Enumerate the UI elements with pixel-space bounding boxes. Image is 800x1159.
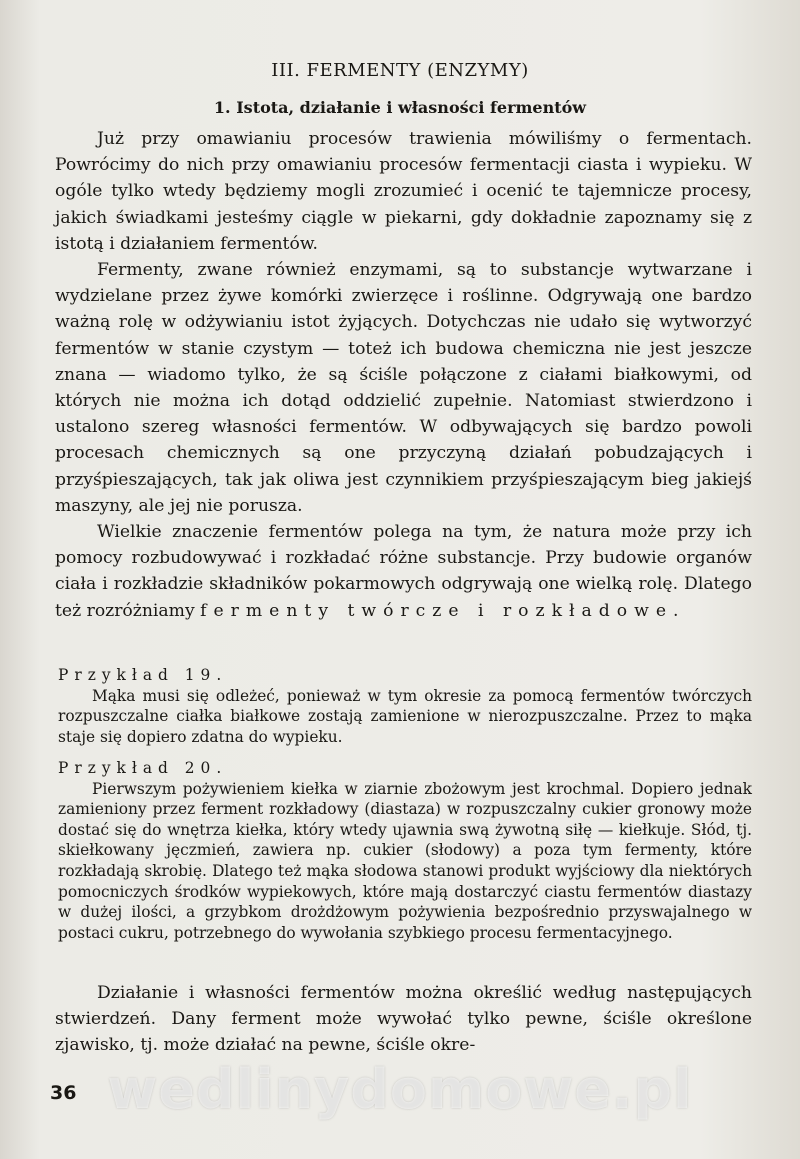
example-text: Pierwszym pożywieniem kiełka w ziarnie zbożowym jest krochmal. Dopiero jednak zamieniony przez ferment rozkładowy (diastaza) w rozpuszczalny cukier gronowy może dostać się do wnętrza kiełka, który wtedy ujawnia swą żywotną siłę — kiełkuje. Słód, tj. skiełkowany jęczmień, zawiera np. cukier (słodowy) a poza tym fermenty, które rozkładają skrobię. Dlatego też mąka słodowa stanowi produkt wyjściowy dla niektórych pomocniczych środków wypiekowych, które mają dostarczyć ciastu fermentów diastazy w dużej ilości, a grzybkom drożdżowym pożywienia bezpośrednio przyswajalnego w postaci cukru, potrzebnego do wywołania szybkiego procesu fermentacyjnego. [58,779,752,942]
closing-text-block [55,980,752,1059]
paragraph-2: Fermenty, zwane również enzymami, są to substancje wytwarzane i wydzielane przez żywe komórki zwierzęce i roślinne. Odgrywają one bardzo ważną rolę w odżywianiu istot żyjących. Dotychczas nie udało się wytworzyć fermentów w stanie czystym — toteż ich budowa chemiczna nie jest jeszcze znana — wiadomo tylko, że są ściśle połączone z ciałami białkowymi, od których nie można ich dotąd oddzielić zupełnie. Natomiast stwierdzono i ustalono szereg własności fermentów. W odbywających się bardzo powoli procesach chemicznych są one przyczyną działań pobudzających i przyśpieszających, tak jak oliwa jest czynnikiem przyśpieszającym bieg jakiejś maszyny, ale jej nie porusza. [55,260,752,516]
paragraph-3-text: Wielkie znaczenie fermentów polega na tym, że natura może przy ich pomocy rozbudowywać i rozkładać różne substancje. Przy budowie organów ciała i rozkładzie składników pokarmowych odgrywają one wielką rolę. Dlatego też rozróżniamy [55,522,752,621]
emphasized-term: fermenty twórcze i rozkładowe [200,600,674,621]
paragraph-3-end: . [673,600,679,621]
example-text: Mąka musi się odleżeć, ponieważ w tym okresie za pomocą fermentów twórczych rozpuszczalne ciałka białkowe zostają zamienione w nierozpuszczalne. Przez to mąka staje się dopiero zdatna do wypieku. [58,686,752,746]
paragraph-3 [55,519,752,624]
main-text-block [55,126,752,624]
chapter-title: III. FERMENTY (ENZYMY) [271,60,529,81]
example-label: Przykład 19. [58,666,228,684]
example-label: Przykład 20. [58,759,228,777]
paragraph-final: Działanie i własności fermentów można określić według następujących stwierdzeń. Dany ferment może wywołać tylko pewne, ściśle określone zjawisko, tj. może działać na pewne, ściśle okre- [55,983,752,1056]
watermark: wedlinydomowe.pl [107,1058,693,1121]
example-19 [58,665,752,747]
example-20 [58,758,752,943]
section-title: 1. Istota, działanie i własności fermentów [213,98,587,117]
page-number: 36 [50,1082,77,1104]
paragraph-1: Już przy omawianiu procesów trawienia mówiliśmy o fermentach. Powrócimy do nich przy omawianiu procesów fermentacji ciasta i wypieku. W ogóle tylko wtedy będziemy mogli zrozumieć i ocenić te tajemnicze procesy, jakich świadkami jesteśmy ciągle w piekarni, gdy dokładnie zapoznamy się z istotą i działaniem fermentów. [55,129,752,254]
